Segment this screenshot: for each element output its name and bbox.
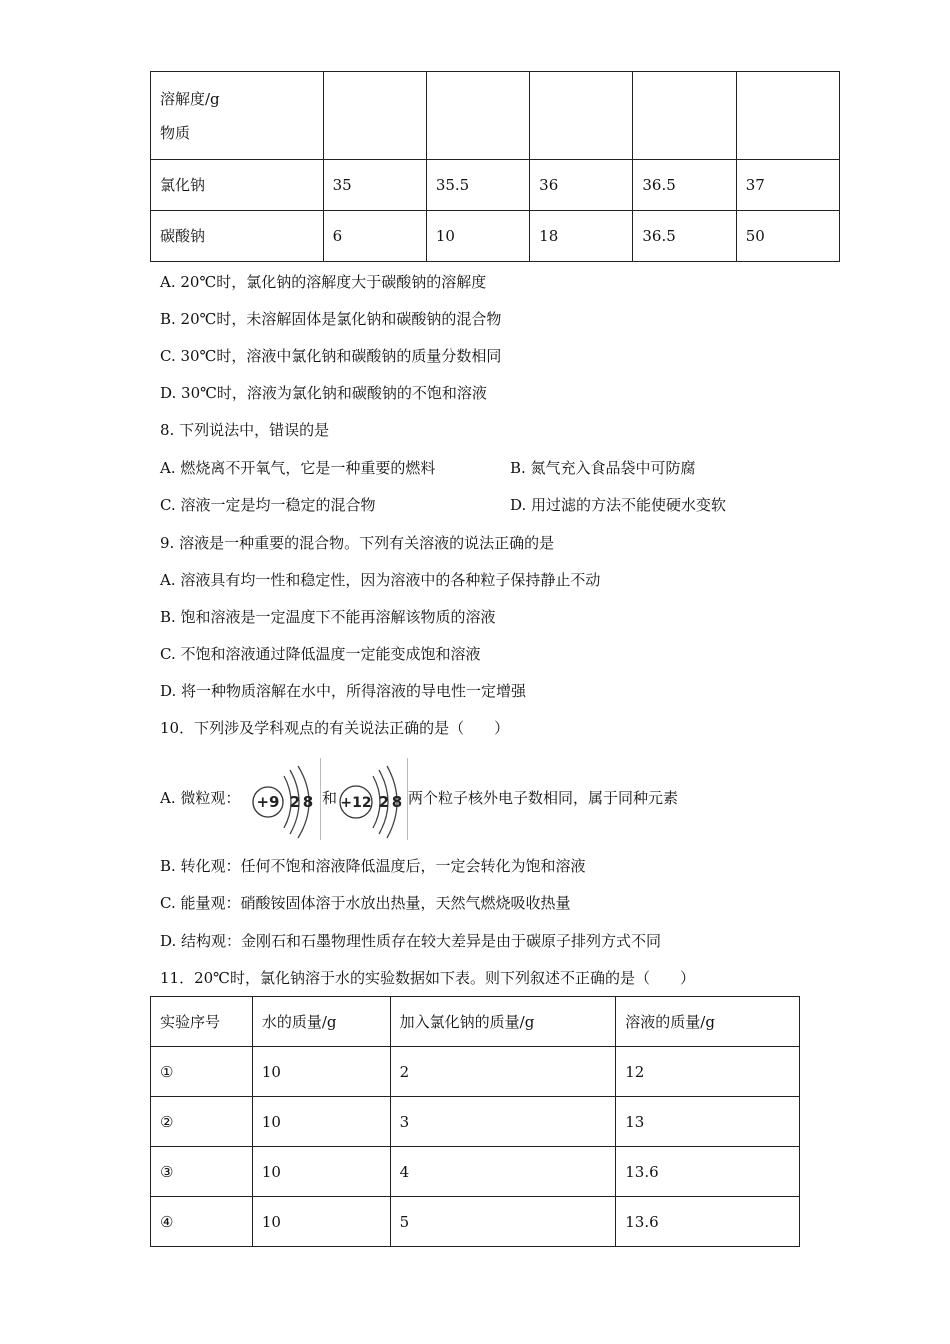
table-row bbox=[151, 72, 840, 160]
table-cell bbox=[736, 72, 839, 160]
table-cell: 碳酸钠 bbox=[151, 211, 324, 262]
table-cell: 5 bbox=[390, 1197, 616, 1247]
table-header-cell bbox=[151, 72, 324, 160]
q10-option-d: D. 结构观：金刚石和石墨物理性质存在较大差异是由于碳原子排列方式不同 bbox=[160, 932, 662, 950]
table-cell: 36 bbox=[530, 160, 633, 211]
q9-stem: 9. 溶液是一种重要的混合物。下列有关溶液的说法正确的是 bbox=[160, 534, 555, 552]
header-experiment-no: 实验序号 bbox=[151, 997, 253, 1047]
header-water-mass: 水的质量/g bbox=[252, 997, 390, 1047]
header-solution-mass: 溶液的质量/g bbox=[616, 997, 800, 1047]
q8-option-a: A. 燃烧离不开氧气，它是一种重要的燃料 bbox=[160, 459, 436, 477]
table-row bbox=[151, 1147, 800, 1197]
q7-option-d: D. 30℃时，溶液为氯化钠和碳酸钠的不饱和溶液 bbox=[160, 384, 487, 402]
table-cell: 氯化钠 bbox=[151, 160, 324, 211]
header-nacl-mass: 加入氯化钠的质量/g bbox=[390, 997, 616, 1047]
nucleus-label: +12 bbox=[340, 795, 372, 811]
q10-option-a-suffix: 两个粒子核外电子数相同，属于同种元素 bbox=[408, 789, 679, 807]
table-cell bbox=[323, 72, 426, 160]
q9-option-b: B. 饱和溶液是一定温度下不能再溶解该物质的溶液 bbox=[160, 608, 496, 626]
table-cell: 35.5 bbox=[426, 160, 529, 211]
q8-option-d: D. 用过滤的方法不能使硬水变软 bbox=[510, 496, 727, 514]
shell-1-electrons: 2 bbox=[289, 793, 301, 811]
q9-option-d: D. 将一种物质溶解在水中，所得溶液的导电性一定增强 bbox=[160, 682, 527, 700]
table-cell: 13 bbox=[616, 1097, 800, 1147]
table-cell: 13.6 bbox=[616, 1197, 800, 1247]
atom-diagram-magnesium bbox=[337, 758, 408, 840]
header-solubility: 溶解度/g bbox=[160, 89, 220, 108]
nucleus-label: +9 bbox=[256, 793, 280, 811]
q7-option-c: C. 30℃时，溶液中氯化钠和碳酸钠的质量分数相同 bbox=[160, 347, 502, 365]
table-cell: 3 bbox=[390, 1097, 616, 1147]
q7-option-a: A. 20℃时，氯化钠的溶解度大于碳酸钠的溶解度 bbox=[160, 273, 487, 291]
table-cell: 13.6 bbox=[616, 1147, 800, 1197]
table-cell: 36.5 bbox=[633, 160, 736, 211]
table-cell: 18 bbox=[530, 211, 633, 262]
table-cell bbox=[633, 72, 736, 160]
table-cell: ③ bbox=[151, 1147, 253, 1197]
table-cell: ② bbox=[151, 1097, 253, 1147]
experiment-table bbox=[150, 996, 800, 1247]
table-cell: 37 bbox=[736, 160, 839, 211]
table-cell: 4 bbox=[390, 1147, 616, 1197]
atom-diagram-fluorine bbox=[250, 758, 321, 840]
table-row bbox=[151, 1097, 800, 1147]
q9-option-a: A. 溶液具有均一性和稳定性，因为溶液中的各种粒子保持静止不动 bbox=[160, 571, 601, 589]
table-row bbox=[151, 211, 840, 262]
table-cell: 10 bbox=[252, 1047, 390, 1097]
table-cell: 10 bbox=[252, 1147, 390, 1197]
table-cell: 35 bbox=[323, 160, 426, 211]
solubility-table bbox=[150, 71, 840, 262]
atom-structure-icon bbox=[337, 758, 407, 840]
table-cell: 2 bbox=[390, 1047, 616, 1097]
table-cell: 6 bbox=[323, 211, 426, 262]
q9-option-c: C. 不饱和溶液通过降低温度一定能变成饱和溶液 bbox=[160, 645, 481, 663]
table-cell bbox=[426, 72, 529, 160]
atom-structure-icon bbox=[250, 758, 320, 840]
table-cell: ④ bbox=[151, 1197, 253, 1247]
table-header-row bbox=[151, 997, 800, 1047]
q8-option-b: B. 氮气充入食品袋中可防腐 bbox=[510, 459, 696, 477]
table-cell: 50 bbox=[736, 211, 839, 262]
q11-stem: 11．20℃时，氯化钠溶于水的实验数据如下表。则下列叙述不正确的是（ ） bbox=[160, 969, 695, 987]
shell-1-electrons: 2 bbox=[378, 793, 390, 811]
q8-stem: 8. 下列说法中，错误的是 bbox=[160, 421, 330, 439]
table-row bbox=[151, 160, 840, 211]
table-cell: 10 bbox=[252, 1097, 390, 1147]
shell-2-electrons: 8 bbox=[302, 793, 314, 811]
q10-stem: 10．下列涉及学科观点的有关说法正确的是（ ） bbox=[160, 719, 510, 737]
table-row bbox=[151, 1047, 800, 1097]
table-cell: 10 bbox=[252, 1197, 390, 1247]
table-cell bbox=[530, 72, 633, 160]
q8-option-c: C. 溶液一定是均一稳定的混合物 bbox=[160, 496, 376, 514]
table-cell: ① bbox=[151, 1047, 253, 1097]
table-cell: 10 bbox=[426, 211, 529, 262]
table-cell: 36.5 bbox=[633, 211, 736, 262]
q10-option-b: B. 转化观：任何不饱和溶液降低温度后，一定会转化为饱和溶液 bbox=[160, 857, 586, 875]
header-substance: 物质 bbox=[160, 123, 191, 142]
shell-2-electrons: 8 bbox=[391, 793, 403, 811]
table-cell: 12 bbox=[616, 1047, 800, 1097]
q10-option-a-and: 和 bbox=[322, 789, 338, 807]
q10-option-c: C. 能量观：硝酸铵固体溶于水放出热量，天然气燃烧吸收热量 bbox=[160, 894, 571, 912]
q10-option-a-prefix: A. 微粒观： bbox=[160, 789, 241, 807]
table-row bbox=[151, 1197, 800, 1247]
q7-option-b: B. 20℃时，未溶解固体是氯化钠和碳酸钠的混合物 bbox=[160, 310, 502, 328]
